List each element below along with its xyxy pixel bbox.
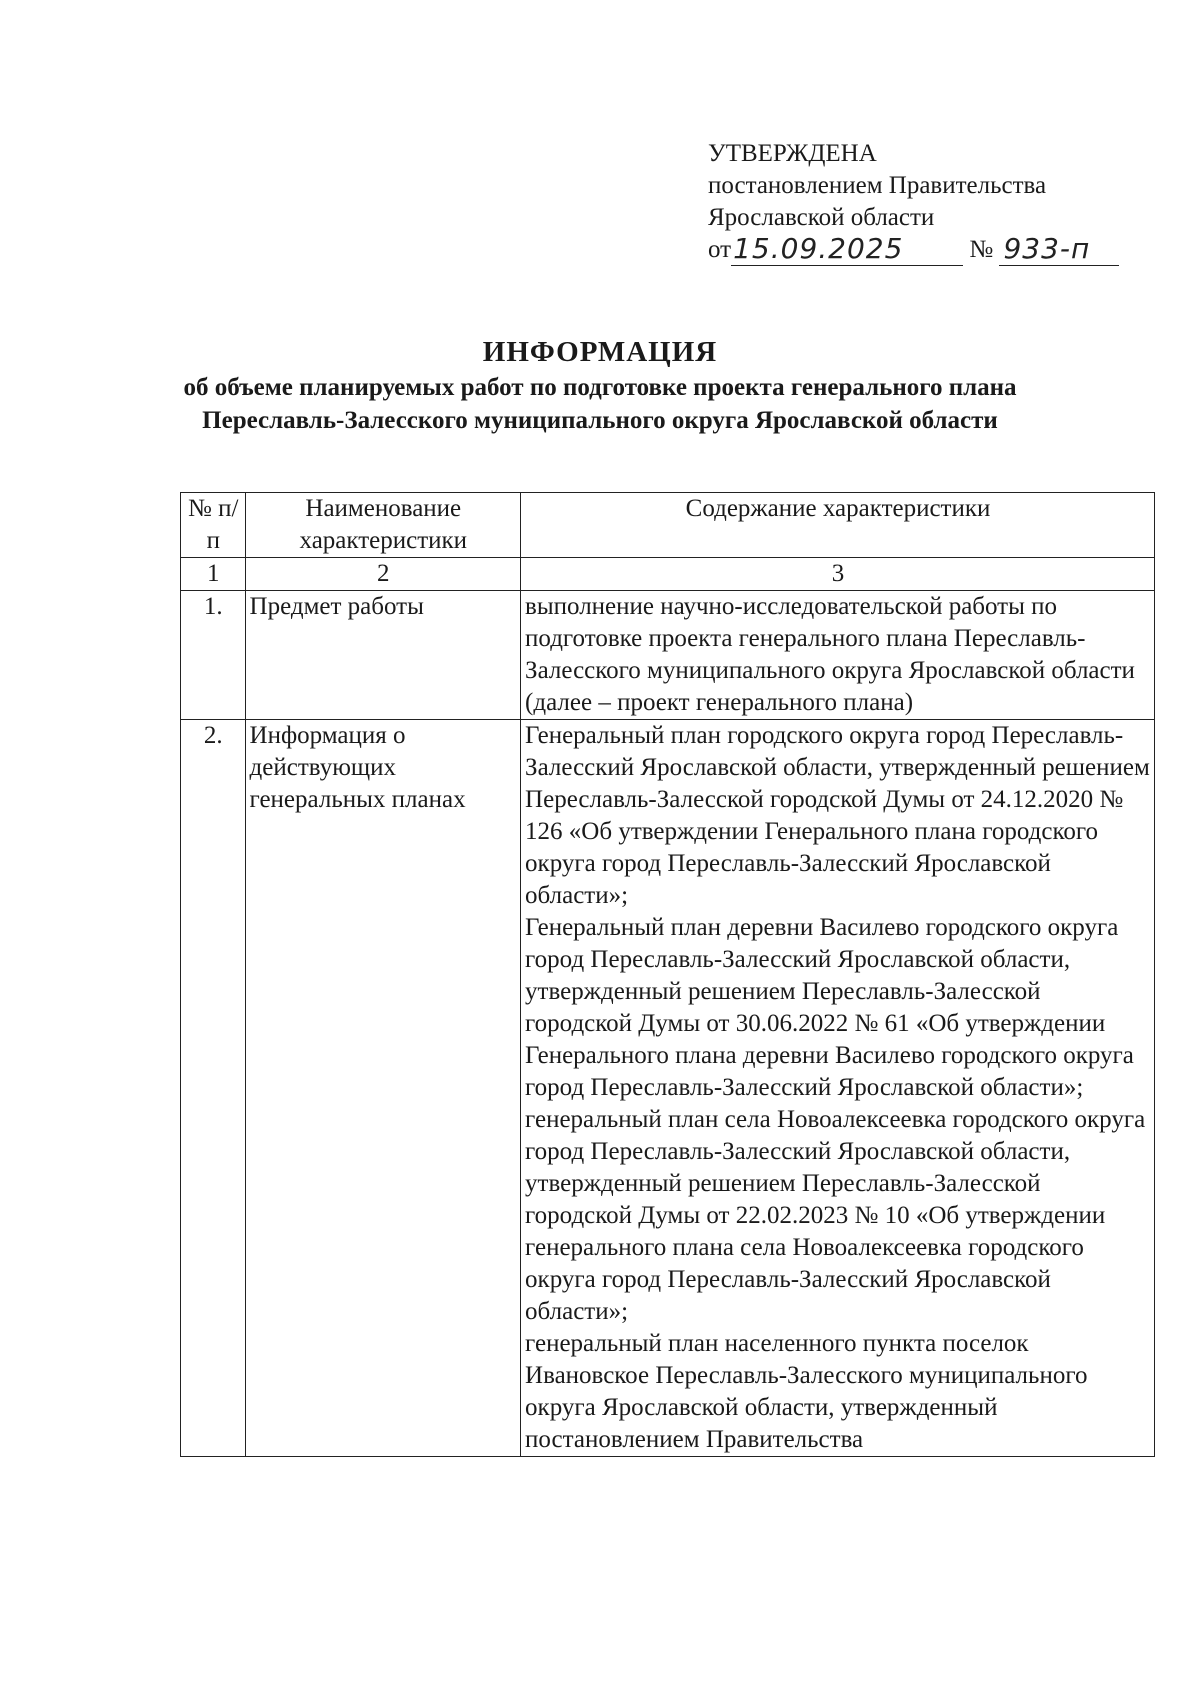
approval-stamp <box>708 138 1128 270</box>
approval-region: Ярославской области <box>708 204 935 231</box>
header-number: № п/п <box>181 493 246 558</box>
approval-title: УТВЕРЖДЕНА <box>708 140 877 167</box>
row-name: Информация о действующих генеральных планах <box>245 720 521 1457</box>
handwritten-date: 15.09.2025 <box>733 232 904 265</box>
number-prefix: № <box>969 236 994 263</box>
title-main: ИНФОРМАЦИЯ <box>482 336 718 368</box>
date-field <box>731 232 963 266</box>
handwritten-number: 933-п <box>1003 232 1091 265</box>
table-header-row <box>181 493 1155 558</box>
date-prefix: от <box>708 236 732 263</box>
approval-authority: постановлением Правительства <box>708 172 1047 199</box>
row-number: 1. <box>181 591 246 720</box>
header-content: Содержание характеристики <box>521 493 1155 558</box>
row-content: Генеральный план городского округа город Переславль-Залесский Ярославской области, утвержденный решением Переславль-Залесской городской Думы от 24.12.2020 № 126 «Об утверждении Генерального плана городского округа город Переславль-Залесский Ярославской области»; Генеральный план деревни Василево городского округа город Переславль-Залесский Ярославской области, утвержденный решением Переславль-Залесской городской Думы от 30.06.2022 № 61 «Об утверждении Генерального плана деревни Василево городского округа город Переславль-Залесский Ярославской области»; генеральный план села Новоалексеевка городского округа город Переславль-Залесский Ярославской области, утвержденный решением Переславль-Залесской городской Думы от 22.02.2023 № 10 «Об утверждении генерального плана села Новоалексеевка городского округа город Переславль-Залесский Ярославской области»; генеральный план населенного пункта поселок Ивановское Переславль-Залесского муниципального округа Ярославской области, утвержденный постановлением Правительства <box>521 720 1155 1457</box>
table-row <box>181 720 1155 1457</box>
numbering-cell-2: 2 <box>245 558 521 591</box>
table-row <box>181 591 1155 720</box>
title-subtitle: об объеме планируемых работ по подготовке проекта генерального плана Переславль-Залесского муниципального округа Ярославской области <box>183 374 1017 434</box>
header-name: Наименование характеристики <box>245 493 521 558</box>
document-title <box>180 333 1020 437</box>
row-name: Предмет работы <box>245 591 521 720</box>
numbering-cell-1: 1 <box>181 558 246 591</box>
numbering-cell-3: 3 <box>521 558 1155 591</box>
table-numbering-row <box>181 558 1155 591</box>
row-number: 2. <box>181 720 246 1457</box>
info-table <box>180 492 1155 1457</box>
approval-date-number-line <box>708 234 1128 270</box>
row-content: выполнение научно-исследовательской работы по подготовке проекта генерального плана Переславль-Залесского муниципального округа Ярославской области (далее – проект генерального плана) <box>521 591 1155 720</box>
number-field <box>999 232 1119 266</box>
